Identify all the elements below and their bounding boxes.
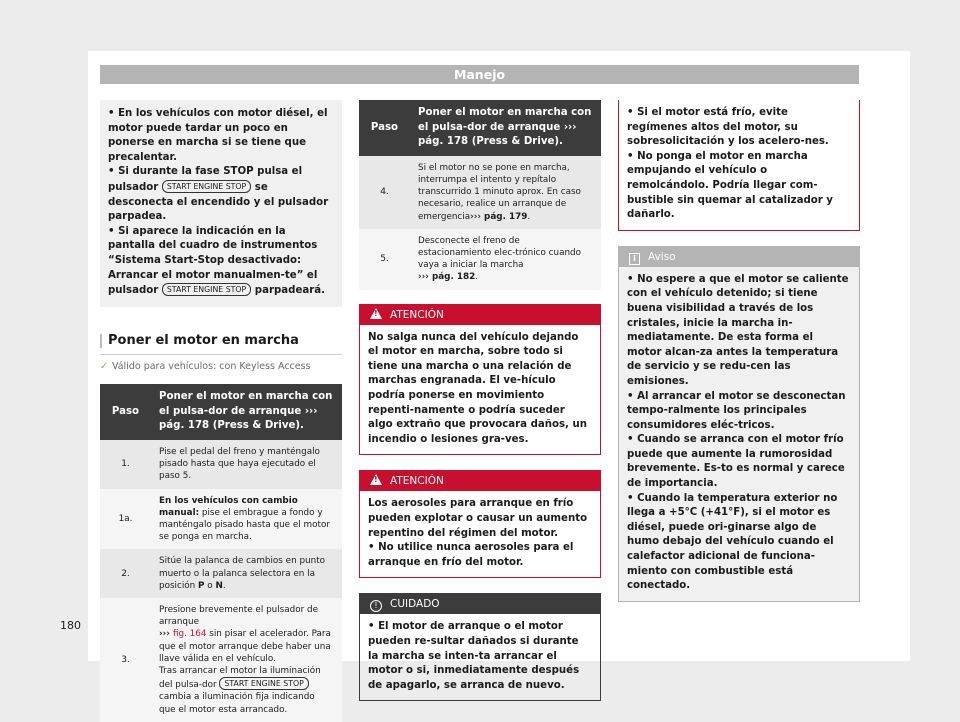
- warning-box-aerosol: [359, 470, 601, 578]
- step-number: 5.: [359, 229, 410, 290]
- figure-link[interactable]: fig. 164: [172, 629, 207, 640]
- steps-table: [100, 384, 342, 722]
- aviso-bullet: • Cuando la temperatura exterior no llega a +5°C (+41°F), si el motor es diésel, puede ori-ginarse algo de humo debajo del vehículo cuando el calefactor adicional de funciona-miento con combustible está conectado.: [627, 492, 851, 594]
- start-engine-stop-key: START ENGINE STOP: [162, 283, 251, 296]
- steps-table-continued: [359, 100, 601, 290]
- table-row: [100, 549, 342, 598]
- table-row: [100, 440, 342, 489]
- note-indicator: • Si aparece la indicación en la pantalla del cuadro de instrumentos “Sistema Start-Stop desactivado: Arrancar el motor manualmen-te” el pulsador START ENGINE STOP parpadeará.: [108, 225, 334, 299]
- page-reference-link[interactable]: ››› pág. 182: [418, 272, 476, 283]
- aviso-bullet: • No espere a que el motor se caliente con el vehículo detenido; si tiene buena visibilidad a través de los cristales, inicie la marcha in-mediatamente. De esta forma el motor alcan-za antes la temperatura de servicio y se redu-cen las emisiones.: [627, 273, 851, 390]
- header-paso: Paso: [359, 100, 410, 156]
- info-circle-icon: !: [370, 600, 382, 612]
- left-column: [100, 100, 342, 722]
- caution-bullet: • El motor de arranque o el motor pueden re-sultar dañados si durante la marcha se inten-ta arrancar el motor o si, inmediatamente después de apagarlo, se arranca de nuevo.: [360, 614, 600, 700]
- step-number: 1a.: [100, 489, 151, 550]
- warning-continuation-box: [618, 100, 860, 231]
- step-number: 2.: [100, 549, 151, 598]
- table-row: [100, 489, 342, 550]
- caution-header: ! CUIDADO: [360, 594, 600, 614]
- warning-text: No salga nunca del vehículo dejando el motor en marcha, sobre todo si tiene una marcha o una relación de marchas engranada. El ve-hículo podría ponerse en movimiento repenti-namente o podría suceder algo extraño que provocara daños, un incendio o lesiones gra-ves.: [368, 331, 587, 445]
- section-divider: [100, 354, 342, 355]
- warning-bullet: • No ponga el motor en marcha empujando el vehículo o remolcándolo. Podría llegar com-bustible sin quemar al catalizador y dañarlo.: [627, 150, 851, 223]
- aviso-bullet: • Cuando se arranca con el motor frío puede que aumente la rumorosidad brevemente. Es-to es normal y carece de importancia.: [627, 433, 851, 491]
- table-row: [359, 229, 601, 290]
- step-text: Presione brevemente el pulsador de arranque ››› fig. 164 sin pisar el acelerador. Para que el motor arranque debe haber una llave válida en el vehículo. Tras arrancar el motor la iluminación del pulsa-dor START ENGINE STOP cambia a iluminación fija indicando que el motor esta arrancado.: [151, 598, 342, 722]
- note-stop-phase: • Si durante la fase STOP pulsa el pulsador START ENGINE STOP se desconecta el encendido y el pulsador parpadea.: [108, 165, 334, 224]
- step-text: Desconecte el freno de estacionamiento elec-trónico cuando vaya a iniciar la marcha ››› pág. 182.: [410, 229, 601, 290]
- aviso-header: i Aviso: [619, 247, 859, 267]
- validity-note: ✓ Válido para vehículos: con Keyless Access: [100, 360, 311, 372]
- notes-box: [100, 100, 342, 307]
- page-reference-link[interactable]: ››› pág. 179: [470, 211, 528, 222]
- header-paso: Paso: [100, 384, 151, 440]
- caution-box: [359, 593, 601, 701]
- right-column: [618, 100, 860, 602]
- warning-triangle-icon: [370, 474, 382, 485]
- warning-box: [359, 304, 601, 456]
- warning-text: Los aerosoles para arranque en frío pueden explotar o causar un aumento repentino del régimen del motor.: [368, 498, 588, 539]
- warning-bullet: • Si el motor está frío, evite regímenes altos del motor, su sobresolicitación y los acelero-nes.: [627, 106, 851, 150]
- step-text: Pise el pedal del freno y manténgalo pisado hasta que haya ejecutado el paso 5.: [151, 440, 342, 489]
- table-header: [100, 384, 342, 440]
- header-desc: Poner el motor en marcha con el pulsa-dor de arranque ››› pág. 178 (Press & Drive).: [151, 384, 342, 440]
- warning-bullet: • No utilice nunca aerosoles para el arranque en frío del motor.: [368, 541, 592, 570]
- page-header: Manejo: [100, 65, 859, 84]
- table-row: [100, 598, 342, 722]
- header-desc: Poner el motor en marcha con el pulsa-dor de arranque ››› pág. 178 (Press & Drive).: [410, 100, 601, 156]
- warning-header: !ATENCIÓN: [360, 471, 600, 491]
- aviso-bullet: • Al arrancar el motor se desconectan tempo-ralmente los principales consumidores eléc-tricos.: [627, 390, 851, 434]
- start-engine-stop-key: START ENGINE STOP: [162, 180, 251, 193]
- start-engine-stop-key: START ENGINE STOP: [219, 677, 308, 690]
- page-number: 180: [60, 619, 81, 632]
- info-icon: i: [629, 253, 640, 265]
- step-text: Si el motor no se pone en marcha, interrumpa el intento y repítalo transcurrido 1 minuto aprox. En caso necesario, realice un arranque de emergencia››› pág. 179.: [410, 156, 601, 229]
- warning-body: [360, 491, 600, 577]
- note-diesel: • En los vehículos con motor diésel, el motor puede tardar un poco en ponerse en marcha si se tiene que precalentar.: [108, 107, 334, 165]
- step-text: En los vehículos con cambio manual: pise el embrague a fondo y manténgalo pisado hasta que el motor se ponga en marcha.: [151, 489, 342, 550]
- middle-column: [359, 100, 601, 701]
- step-text: Sitúe la palanca de cambios en punto muerto o la palanca selectora en la posición P o N.: [151, 549, 342, 598]
- warning-triangle-icon: [370, 308, 382, 319]
- aviso-body: [619, 267, 859, 601]
- table-row: [359, 156, 601, 229]
- step-number: 4.: [359, 156, 410, 229]
- table-header: [359, 100, 601, 156]
- step-number: 1.: [100, 440, 151, 489]
- check-icon: ✓: [100, 360, 108, 372]
- section-heading: [100, 334, 342, 374]
- aviso-box: [618, 246, 860, 602]
- section-title: Poner el motor en marcha: [100, 334, 342, 348]
- warning-continuation-body: [619, 100, 859, 230]
- warning-header: !ATENCIÓN: [360, 305, 600, 325]
- step-number: 3.: [100, 598, 151, 722]
